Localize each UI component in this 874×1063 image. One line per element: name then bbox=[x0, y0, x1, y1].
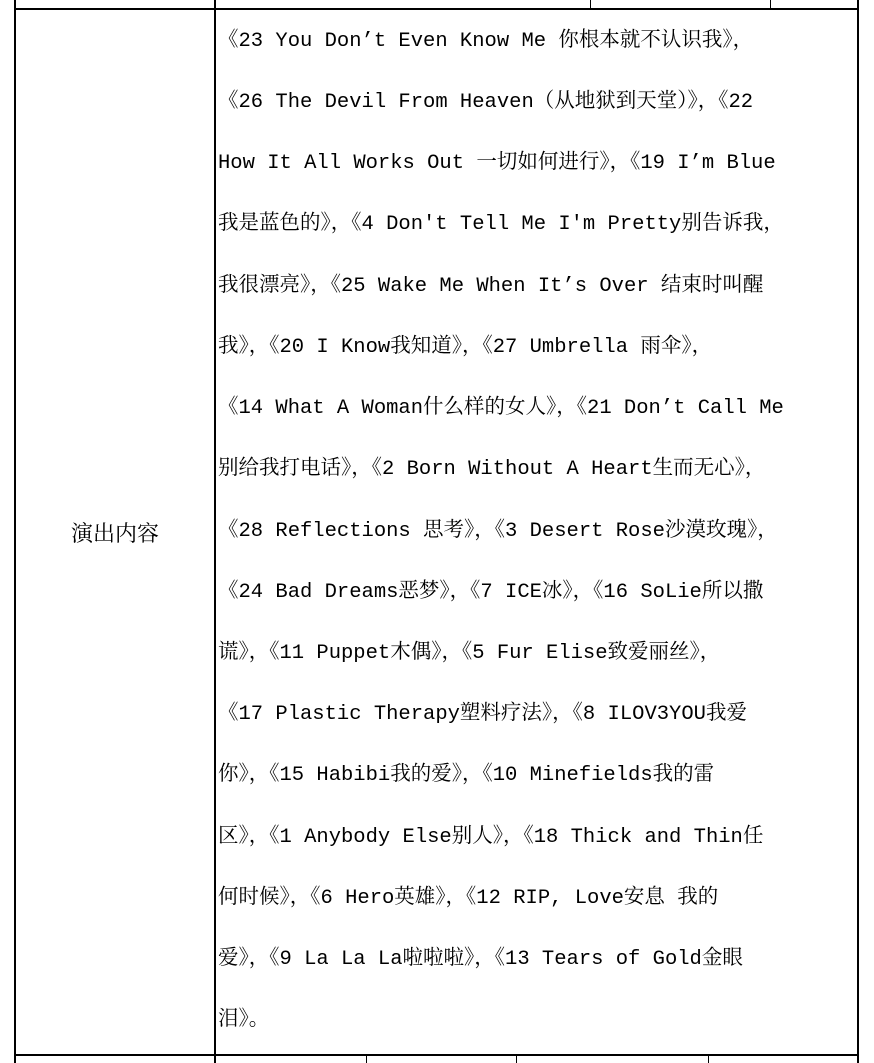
table-column-divider bbox=[214, 0, 216, 1063]
table-row-divider bbox=[14, 1054, 859, 1056]
content-line: 别给我打电话》，《2 Born Without A Heart生而无心》， bbox=[218, 458, 766, 481]
content-line: 爱》，《9 La La La啦啦啦》，《13 Tears of Gold金眼 bbox=[218, 948, 743, 971]
content-line: 我》，《20 I Know我知道》，《27 Umbrella 雨伞》， bbox=[218, 336, 713, 359]
content-line: 《26 The Devil From Heaven（从地狱到天堂）》，《22 bbox=[218, 91, 754, 114]
content-line: 谎》，《11 Puppet木偶》，《5 Fur Elise致爱丽丝》， bbox=[218, 642, 721, 665]
content-line: 你》，《15 Habibi我的爱》，《10 Minefields我的雷 bbox=[218, 764, 715, 787]
upper-row-cell-divider bbox=[770, 0, 771, 9]
content-line: 《24 Bad Dreams恶梦》，《7 ICE冰》，《16 SoLie所以撒 bbox=[218, 581, 764, 604]
content-line: 何时候》，《6 Hero英雄》，《12 RIP, Love安息 我的 bbox=[218, 887, 719, 910]
performance-content-cell bbox=[218, 10, 856, 1054]
lower-row-cell-divider bbox=[708, 1055, 709, 1063]
content-line: 区》，《1 Anybody Else别人》，《18 Thick and Thin任 bbox=[218, 826, 764, 849]
content-line: 《23 You Don’t Even Know Me 你根本就不认识我》， bbox=[218, 30, 754, 53]
lower-row-cell-divider bbox=[366, 1055, 367, 1063]
content-line: 我是蓝色的》，《4 Don't Tell Me I'm Pretty别告诉我， bbox=[218, 213, 784, 236]
content-line: 我很漂亮》，《25 Wake Me When It’s Over 结束时叫醒 bbox=[218, 275, 764, 298]
content-line: 泪》。 bbox=[218, 1009, 270, 1032]
row-label-cell bbox=[16, 10, 214, 1054]
content-line: 《14 What A Woman什么样的女人》，《21 Don’t Call Me bbox=[218, 397, 784, 420]
content-line: How It All Works Out 一切如何进行》，《19 I’m Blue bbox=[218, 152, 776, 175]
content-line: 《28 Reflections 思考》，《3 Desert Rose沙漠玫瑰》， bbox=[218, 520, 778, 543]
upper-row-cell-divider bbox=[590, 0, 591, 9]
row-label: 演出内容 bbox=[70, 521, 159, 547]
content-line: 《17 Plastic Therapy塑料疗法》，《8 ILOV3YOU我爱 bbox=[218, 703, 747, 726]
lower-row-cell-divider bbox=[516, 1055, 517, 1063]
